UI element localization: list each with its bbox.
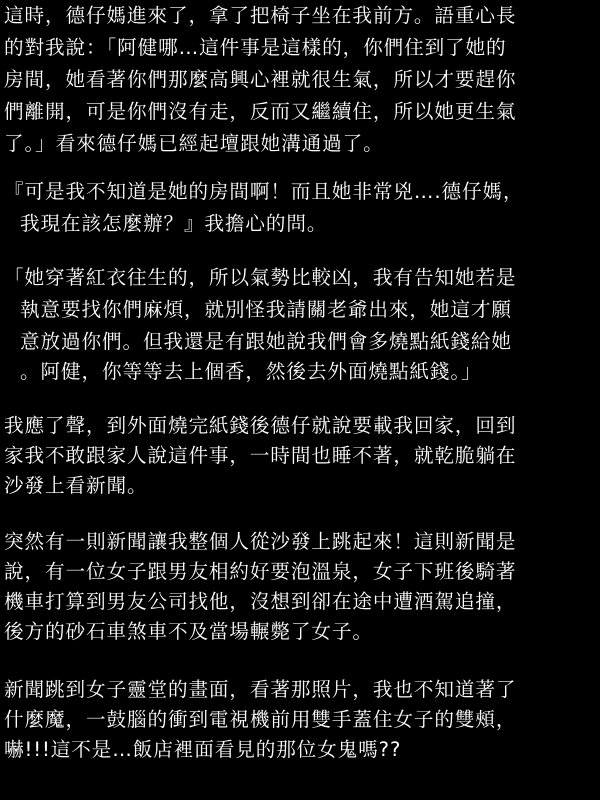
paragraph-5-line-1: 突然有一則新聞讓我整個人從沙發上跳起來！這則新聞是	[4, 530, 517, 553]
paragraph-4-line-1: 我應了聲，到外面燒完紙錢後德仔就說要載我回家，回到	[4, 414, 517, 437]
paragraph-1-line-5: 了。」看來德仔媽已經起壇跟她溝通過了。	[4, 132, 384, 155]
paragraph-1-line-3: 房間，她看著你們那麼高興心裡就很生氣，所以才要趕你	[4, 68, 517, 91]
paragraph-1-line-1: 這時，德仔媽進來了，拿了把椅子坐在我前方。語重心長	[4, 4, 517, 27]
paragraph-3-line-1: 「她穿著紅衣往生的，所以氣勢比較凶，我有告知她若是	[4, 266, 517, 289]
paragraph-5-line-2: 說，有一位女子跟男友相約好要泡溫泉，女子下班後騎著	[4, 560, 517, 583]
paragraph-2-line-1: 『可是我不知道是她的房間啊！而且她非常兇….德仔媽，	[4, 180, 524, 203]
paragraph-2-line-2: 我現在該怎麼辦？』我擔心的問。	[20, 212, 328, 235]
paragraph-1-line-4: 們離開，可是你們沒有走，反而又繼續住，所以她更生氣	[4, 100, 517, 123]
paragraph-6-line-1: 新聞跳到女子靈堂的畫面，看著那照片，我也不知道著了	[4, 678, 517, 701]
paragraph-4-line-3: 沙發上看新聞。	[4, 474, 148, 497]
paragraph-3-line-2: 執意要找你們麻煩，就別怪我請關老爺出來，她這才願	[20, 298, 512, 321]
paragraph-6-line-3: 嚇!!!這不是…飯店裡面看見的那位女鬼嗎??	[4, 738, 402, 761]
paragraph-3-line-3: 意放過你們。但我還是有跟她說我們會多燒點紙錢給她	[20, 330, 512, 353]
paragraph-3-line-4: 。阿健，你等等去上個香，然後去外面燒點紙錢。」	[20, 360, 482, 383]
paragraph-5-line-3: 機車打算到男友公司找他，沒想到卻在途中遭酒駕追撞，	[4, 590, 517, 613]
paragraph-4-line-2: 家我不敢跟家人說這件事，一時間也睡不著，就乾脆躺在	[4, 444, 517, 467]
paragraph-1-line-2: 的對我說：「阿健哪…這件事是這樣的，你們住到了她的	[4, 36, 507, 59]
paragraph-6-line-2: 什麼魔，一鼓腦的衝到電視機前用雙手蓋住女子的雙頰，	[4, 708, 517, 731]
paragraph-5-line-4: 後方的砂石車煞車不及當場輾斃了女子。	[4, 620, 373, 643]
